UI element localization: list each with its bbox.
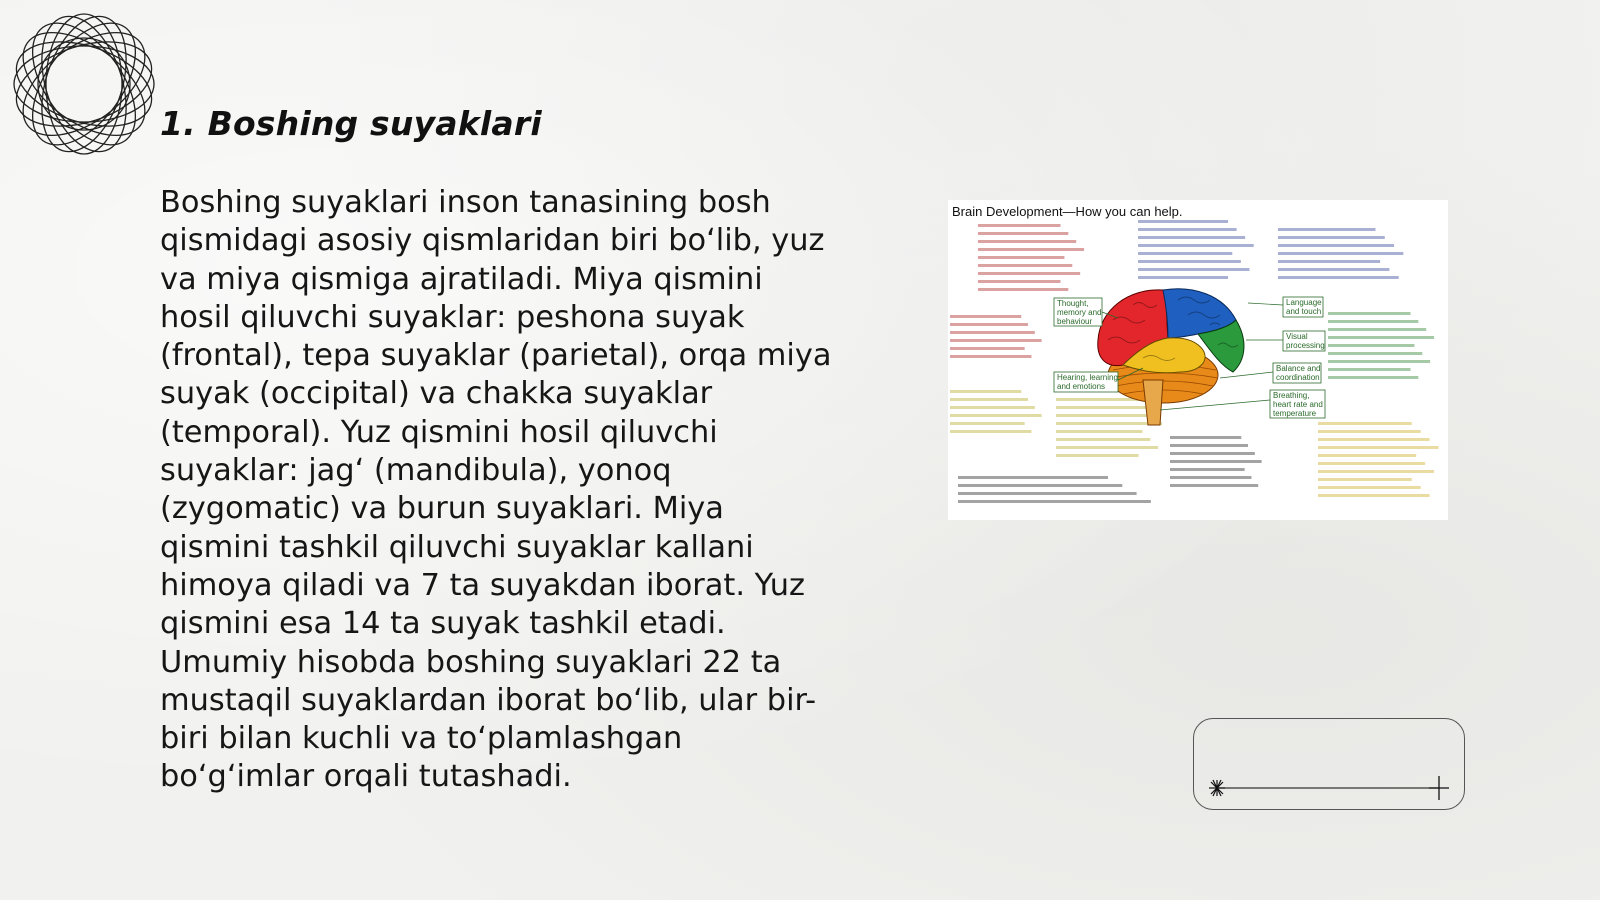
label-language-touch xyxy=(1248,297,1323,317)
decorative-line xyxy=(1193,718,1465,810)
label-line: Hearing, learning xyxy=(1057,373,1118,382)
label-line: behaviour xyxy=(1057,317,1093,326)
label-line: heart rate and xyxy=(1273,400,1323,409)
label-line: processing xyxy=(1286,341,1325,350)
label-line: Balance and xyxy=(1276,364,1321,373)
label-line: Language xyxy=(1286,298,1322,307)
label-line: and emotions xyxy=(1057,382,1106,391)
figure-title: Brain Development—How you can help. xyxy=(952,204,1183,219)
brain-development-figure xyxy=(948,200,1448,520)
brainstem xyxy=(1143,380,1163,425)
label-line: temperature xyxy=(1273,409,1317,418)
label-line: memory and xyxy=(1057,308,1102,317)
brain-diagram xyxy=(948,200,1448,520)
star-icon xyxy=(1429,776,1449,800)
label-visual-processing xyxy=(1246,331,1325,351)
label-line: Breathing, xyxy=(1273,391,1310,400)
label-line: and touch xyxy=(1286,307,1322,316)
label-line: Thought, xyxy=(1057,299,1089,308)
sparkle-icon xyxy=(1209,780,1225,796)
spirograph-logo-icon xyxy=(10,10,158,158)
slide-title: 1. Boshing suyaklari xyxy=(160,104,542,143)
label-line: coordination xyxy=(1276,373,1320,382)
label-line: Visual xyxy=(1286,332,1308,341)
slide-body-text: Boshing suyaklari inson tanasining bosh qismidagi asosiy qismlaridan biri bo‘lib, yuz va miya qismiga ajratiladi. Miya qismini hosil qiluvchi suyaklar: peshona suyak (frontal), tepa suyaklar (parietal), orqa miya suyak (occipital) va chakka suyaklar (temporal). Yuz qismini hosil qiluvchi suyaklar: jag‘ (mandibula), yonoq (zygomatic) va burun suyaklari. Miya qismini tashkil qiluvchi suyaklar kallani himoya qiladi va 7 ta suyakdan iborat. Yuz qismini esa 14 ta suyak tashkil etadi. Umumiy hisobda boshing suyaklari 22 ta mustaqil suyaklardan iborat bo‘lib, ular bir-biri bilan kuchli va to‘plamlashgan bo‘g‘imlar orqali tutashadi. xyxy=(160,185,832,795)
